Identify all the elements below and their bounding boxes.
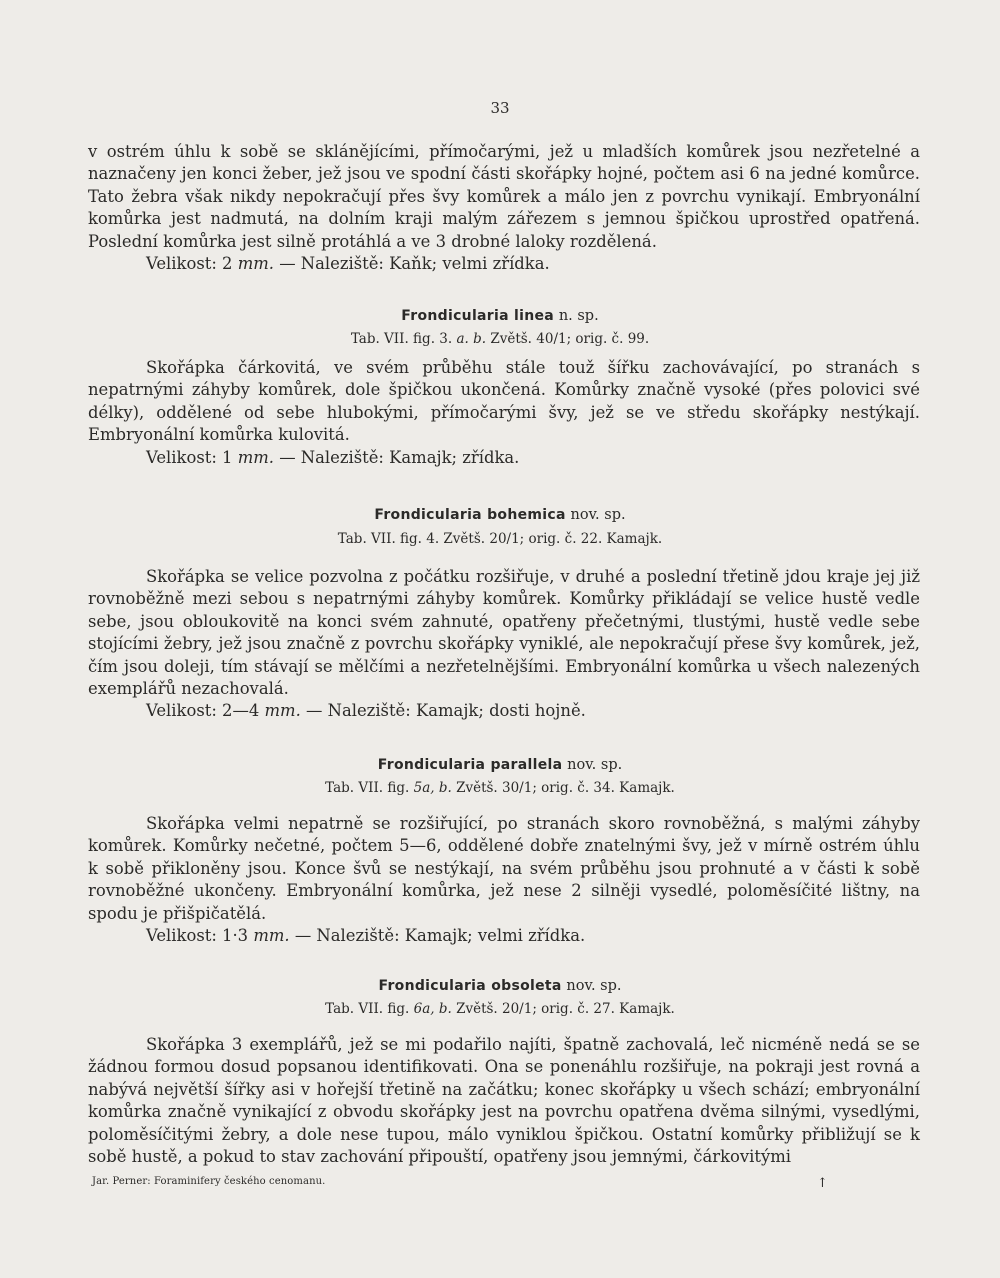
species-heading: Frondicularia linea n. sp. bbox=[401, 308, 599, 324]
size-line: Velikost: 1·3 mm. — Naleziště: Kamajk; velmi zřídka. bbox=[146, 926, 586, 946]
figure-reference: Tab. VII. fig. 4. Zvětš. 20/1; orig. č. 22. Kamajk. bbox=[337, 531, 663, 547]
size-line: Velikost: 2—4 mm. — Naleziště: Kamajk; dosti hojně. bbox=[146, 701, 586, 721]
species-description-block bbox=[88, 357, 920, 469]
species-heading: Frondicularia obsoleta nov. sp. bbox=[378, 978, 622, 994]
body-paragraph: Skořápka 3 exemplářů, jež se mi podařilo najíti, špatně zachovalá, leč nicméně nedá se se žádnou formou dosud popsanou identifikovati. Ona se ponenáhlu rozšiřuje, na pokraji jest rovná a nabývá největší šířky asi v hořejší třetině na začátku; konec skořápky u všech schází; embryonální komůrka značně vynikající z obvodu skořápky jest na povrchu opatřena dvěma silnými, vysedlými, poloměsíčitými žebry, a dole nese tupou, málo vyniklou špičkou. Ostatní komůrky přibližují se k sobě hustě, a pokud to stav zachování připouští, opatřeny jsou jemnými, čárkovitými bbox=[88, 1035, 920, 1167]
body-paragraph: Skořápka se velice pozvolna z počátku rozšiřuje, v druhé a poslední třetině jdou kraje jej již rovnoběžně mezi sebou s nepatrnými záhyby komůrek. Komůrky přikládají se velice hustě vedle sebe, jsou obloukovitě na konci svém zahnuté, opatřeny přečetnými, tlustými, hustě vedle sebe stojícími žebry, jež jsou značně z povrchu skořápky vyniklé, ale nepokračují přese švy komůrek, jež, čím jsou doleji, tím stávají se mělčími a nezřetelnějšími. Embryonální komůrka u všech nalezených exemplářů nezachovalá. bbox=[88, 567, 920, 699]
species-description-block bbox=[88, 813, 920, 947]
species-description-block bbox=[88, 566, 920, 723]
continued-paragraph-block bbox=[88, 141, 920, 275]
body-paragraph: v ostrém úhlu k sobě se sklánějícími, přímočarými, jež u mladších komůrek jsou nezřetelné a naznačeny jen konci žeber, jež jsou ve spodní části skořápky hojné, počtem asi 6 na jedné komůrce. Tato žebra však nikdy nepokračují přes švy komůrek a málo jen z povrchu vynikají. Embryonální komůrka jest nadmutá, na dolním kraji malým zářezem s jemnou špičkou uprostřed opatřená. Poslední komůrka jest silně protáhlá a ve 3 drobné laloky rozdělená. bbox=[88, 142, 920, 251]
page-number: 33 bbox=[490, 99, 510, 117]
figure-reference: Tab. VII. fig. 5a, b. Zvětš. 30/1; orig. č. 34. Kamajk. bbox=[325, 780, 675, 796]
size-line: Velikost: 2 mm. — Naleziště: Kaňk; velmi zřídka. bbox=[146, 254, 550, 274]
body-paragraph: Skořápka čárkovitá, ve svém průběhu stále touž šířku zachovávající, po stranách s nepatrnými záhyby komůrek, dole špičkou ukončená. Komůrky značně vysoké (přes polovici své délky), oddělené od sebe hlubokými, přímočarými švy, jež se ve středu skořápky nestýkají. Embryonální komůrka kulovitá. bbox=[88, 358, 920, 445]
figure-reference: Tab. VII. fig. 3. a. b. Zvětš. 40/1; orig. č. 99. bbox=[350, 331, 650, 347]
species-heading: Frondicularia parallela nov. sp. bbox=[377, 757, 623, 773]
body-paragraph: Skořápka velmi nepatrně se rozšiřující, po stranách skoro rovnoběžná, s malými záhyby komůrek. Komůrky nečetné, počtem 5—6, oddělené dobře znatelnými švy, jež v mírně ostrém úhlu k sobě přikloněny jsou. Konce švů se nestýkají, na svém průběhu jsou prohnuté a v části k sobě rovnoběžné ukončeny. Embryonální komůrka, jež nese 2 silněji vysedlé, poloměsíčité lištny, na spodu je přišpičatělá. bbox=[88, 814, 920, 923]
size-line: Velikost: 1 mm. — Naleziště: Kamajk; zřídka. bbox=[146, 447, 520, 467]
species-description-block bbox=[88, 1034, 920, 1168]
species-heading: Frondicularia bohemica nov. sp. bbox=[374, 507, 626, 523]
footer-credit: Jar. Perner: Foraminifery českého cenomanu. bbox=[92, 1176, 326, 1187]
figure-reference: Tab. VII. fig. 6a, b. Zvětš. 20/1; orig. č. 27. Kamajk. bbox=[325, 1001, 675, 1017]
signature-mark: ↑ bbox=[817, 1176, 828, 1191]
